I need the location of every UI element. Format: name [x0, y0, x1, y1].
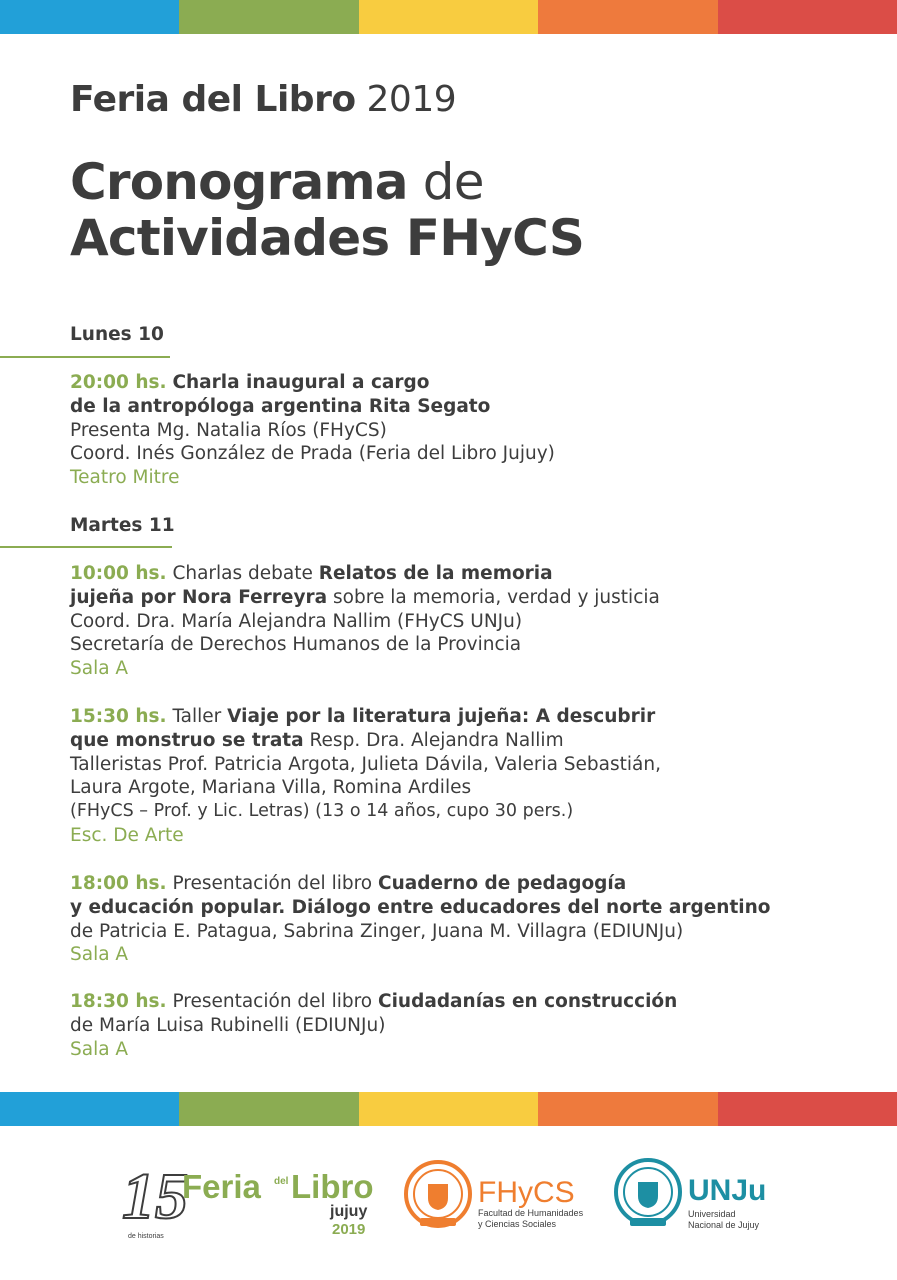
title-bold: Feria del Libro [70, 79, 356, 120]
stripe-yellow [359, 0, 538, 34]
stripe-yellow [359, 1092, 538, 1126]
event-title-cont: de la antropóloga argentina Rita Segato [70, 395, 491, 417]
page-title [70, 78, 456, 122]
subtitle-bold-1: Cronograma [70, 153, 408, 211]
event-time: 15:30 hs. [70, 706, 167, 727]
event-item [70, 705, 661, 848]
logo-feria: Feria [182, 1168, 261, 1205]
stripe-red [718, 1092, 897, 1126]
event-type: Charlas debate [172, 563, 313, 584]
stripe-red [718, 0, 897, 34]
event-title-cont: que monstruo se trata [70, 729, 304, 751]
event-organizer: Secretaría de Derechos Humanos de la Provincia [70, 634, 522, 656]
title-year: 2019 [366, 79, 457, 120]
unju-logo [614, 1154, 784, 1238]
event-details: (FHyCS – Prof. y Lic. Letras) (13 o 14 años, cupo 30 pers.) [70, 801, 574, 822]
event-title: Charla inaugural a cargo [172, 372, 430, 393]
logo-year: 2019 [332, 1221, 366, 1238]
unju-line1: Universidad [688, 1209, 736, 1219]
logo-del: del [274, 1176, 289, 1187]
stripe-blue [0, 0, 179, 34]
event-authors: de Patricia E. Patagua, Sabrina Zinger, Juana M. Villagra [70, 920, 587, 942]
day-divider [0, 546, 172, 548]
logo-city: jujuy [330, 1203, 368, 1220]
page-subtitle [70, 154, 584, 266]
logo-libro: Libro [291, 1168, 374, 1205]
event-coordinator: Coord. Inés González de Prada [70, 443, 353, 465]
event-description: sobre la memoria, verdad y justicia [333, 586, 660, 608]
fhycs-logo [404, 1156, 594, 1236]
event-title: Ciudadanías en construcción [378, 991, 678, 1012]
stripe-orange [538, 1092, 717, 1126]
bottom-color-stripe [0, 1092, 897, 1126]
stripe-orange [538, 0, 717, 34]
event-venue: Sala A [70, 944, 129, 966]
event-venue: Sala A [70, 658, 129, 680]
event-talleristas-cont: Laura Argote, Mariana Villa, Romina Ardiles [70, 777, 472, 799]
fhycs-line1: Facultad de Humanidades [478, 1208, 584, 1218]
stripe-blue [0, 1092, 179, 1126]
fhycs-seal-icon [406, 1162, 470, 1226]
event-affiliation: (FHyCS) [312, 419, 387, 441]
event-venue: Esc. De Arte [70, 824, 184, 846]
event-type: Taller [172, 706, 222, 727]
event-time: 18:30 hs. [70, 991, 167, 1012]
fhycs-line2: y Ciencias Sociales [478, 1219, 557, 1229]
logo-small-text: de historias [128, 1233, 164, 1240]
logo-number: 15 [122, 1160, 188, 1233]
footer-logos [0, 1150, 897, 1250]
event-publisher: (EDIUNJu) [295, 1014, 386, 1036]
event-type: Presentación del libro [172, 991, 373, 1012]
event-venue: Sala A [70, 1038, 129, 1060]
event-time: 10:00 hs. [70, 563, 167, 584]
day-divider [0, 356, 170, 358]
event-title: Cuaderno de pedagogía [378, 873, 627, 894]
event-responsible: Resp. Dra. Alejandra Nallim [309, 729, 564, 751]
event-item [70, 990, 677, 1061]
subtitle-normal-1: de [422, 153, 484, 211]
event-venue: Teatro Mitre [70, 467, 180, 489]
event-title: Viaje por la literatura jujeña: A descubrir [227, 706, 656, 727]
event-affiliation: (FHyCS UNJu) [397, 610, 523, 632]
unju-seal-icon [616, 1160, 680, 1226]
event-talleristas: Talleristas Prof. Patricia Argota, Julieta Dávila, Valeria Sebastián, [70, 753, 661, 775]
event-presenter: Presenta Mg. Natalia Ríos [70, 419, 307, 441]
top-color-stripe [0, 0, 897, 34]
event-item [70, 562, 660, 681]
unju-name: UNJu [688, 1174, 767, 1207]
feria-libro-logo [118, 1154, 378, 1244]
event-affiliation: (Feria del Libro Jujuy) [358, 443, 555, 465]
event-type: Presentación del libro [172, 873, 373, 894]
day-heading-lunes: Lunes 10 [70, 324, 164, 345]
event-title-cont: y educación popular. Diálogo entre educadores del norte argentino [70, 896, 771, 918]
event-coordinator: Coord. Dra. María Alejandra Nallim [70, 610, 392, 632]
stripe-green [179, 1092, 358, 1126]
event-time: 20:00 hs. [70, 372, 167, 393]
stripe-green [179, 0, 358, 34]
fhycs-name: FHyCS [478, 1176, 575, 1209]
event-title: Relatos de la memoria [318, 563, 553, 584]
event-author: de María Luisa Rubinelli [70, 1014, 290, 1036]
subtitle-bold-2: Actividades FHyCS [70, 209, 585, 267]
event-title-cont: jujeña por Nora Ferreyra [70, 586, 328, 608]
event-item [70, 371, 555, 490]
event-publisher: (EDIUNJu) [592, 920, 684, 942]
day-heading-martes: Martes 11 [70, 515, 175, 536]
event-time: 18:00 hs. [70, 873, 167, 894]
unju-line2: Nacional de Jujuy [688, 1220, 760, 1230]
event-item [70, 872, 771, 967]
